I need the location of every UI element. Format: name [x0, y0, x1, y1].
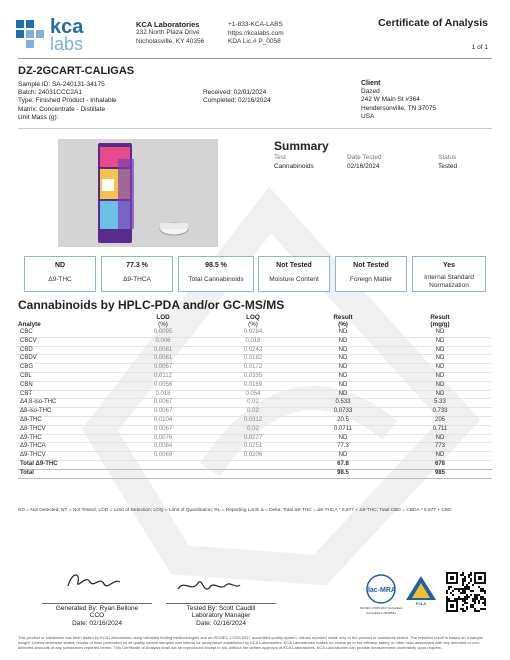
result-mg-cell: ND — [388, 364, 492, 373]
tested-by: Tested By: Scott Caudill — [186, 605, 256, 612]
result-mg-cell: 5.33 — [388, 399, 492, 408]
sample-type: Type: Finished Product - Inhalable — [18, 97, 117, 105]
analyte-cell: Δ4,8-iso-THC — [18, 399, 118, 408]
summary-col-test: Test — [274, 154, 286, 161]
summary-col-date: Date Tested — [347, 154, 382, 161]
result-mg-cell: ND — [388, 355, 492, 364]
result-mg-cell: 0.733 — [388, 408, 492, 417]
kpi-value: Not Tested — [353, 262, 389, 269]
result-pct-cell: ND — [298, 372, 388, 381]
table-row — [18, 346, 492, 355]
result-mg-cell: ND — [388, 390, 492, 399]
lod-cell: 0.0067 — [118, 408, 208, 417]
qr-code[interactable] — [446, 572, 486, 612]
analyte-cell: CBG — [18, 364, 118, 373]
signature-scott-caudill — [174, 575, 244, 597]
sample-info — [18, 81, 117, 122]
lod-cell: 0.0081 — [118, 346, 208, 355]
tested-role: Laboratory Manager — [191, 612, 251, 620]
total-pct-cell: 98.5 — [298, 469, 388, 478]
result-mg-cell: ND — [388, 329, 492, 337]
lod-cell: 0.0095 — [118, 329, 208, 337]
result-pct-cell: ND — [298, 381, 388, 390]
received-date: Received: 02/01/2024 — [203, 89, 267, 96]
table-row — [18, 452, 492, 461]
table-row — [18, 372, 492, 381]
client-heading: Client — [361, 80, 381, 87]
result-pct-cell: 77.3 — [298, 443, 388, 452]
svg-text:Accreditation #108651: Accreditation #108651 — [366, 611, 396, 615]
lab-contact — [228, 21, 284, 47]
result-pct-cell: ND — [298, 452, 388, 461]
svg-text:PJLA: PJLA — [415, 601, 427, 606]
empty-cell — [208, 460, 298, 469]
result-pct-cell: 20.5 — [298, 416, 388, 425]
result-pct-cell: ND — [298, 337, 388, 346]
analyte-cell: CBCV — [18, 337, 118, 346]
result-pct-cell: ND — [298, 390, 388, 399]
results-table — [18, 313, 492, 479]
result-mg-cell: 205 — [388, 416, 492, 425]
signature-right — [156, 605, 286, 627]
loq-cell: 0.0169 — [208, 381, 298, 390]
lod-cell: 0.0061 — [118, 355, 208, 364]
lod-cell: 0.0057 — [118, 364, 208, 373]
lod-cell: 0.006 — [118, 337, 208, 346]
summary-test: Cannabinoids — [274, 163, 314, 170]
sample-id: Sample ID: SA-240131-34175 — [18, 81, 105, 88]
col-analyte: Analyte — [18, 321, 41, 328]
analyte-cell: Δ8-THC — [18, 416, 118, 425]
loq-cell: 0.02 — [208, 425, 298, 434]
total-mg-cell: 985 — [388, 469, 492, 478]
lab-website[interactable]: https://kcalabs.com — [228, 29, 284, 37]
disclaimer-text: This product or substance has been tested by KCA Laboratories using validated testing methodologies and an ISO/IEC 17025:2017 accredited quality system. Values reported relate only to the product or substance tested. The reported result is based on a sample weight. Unless otherwise stated, results of tests performed on all quality control samples met criteria for acceptance established by KCA Laboratories. KCA Laboratories makes no claims as to the efficacy, safety or other risks associated with any detected or non-detected amounts of any substances reported herein. This Certificate of Analysis shall not be reproduced except in full, without the written approval of KCA Laboratories. KCA Laboratories can provide measurement uncertainty upon request. — [18, 635, 483, 650]
result-mg-cell: ND — [388, 452, 492, 461]
kpi-label: Δ9-THCA — [123, 276, 151, 283]
info-divider — [18, 128, 492, 129]
analyte-cell: Δ8-iso-THC — [18, 408, 118, 417]
total-row — [18, 469, 492, 478]
lab-phone: +1-833-KCA-LABS — [228, 21, 283, 28]
result-pct-cell: ND — [298, 434, 388, 443]
client-country: USA — [361, 112, 375, 120]
lab-address-1: 232 North Plaza Drive — [136, 29, 200, 36]
result-mg-cell: ND — [388, 434, 492, 443]
table-row — [18, 355, 492, 364]
col-result-pct: Result (%) — [333, 314, 353, 328]
result-mg-cell: 0.711 — [388, 425, 492, 434]
kpi-value: Not Tested — [276, 262, 312, 269]
total-mg-cell: 678 — [388, 460, 492, 469]
analyte-cell: CBN — [18, 381, 118, 390]
sample-title: DZ-2GCART-CALIGAS — [18, 65, 135, 77]
kpi-value: 98.5 % — [205, 262, 227, 269]
loq-cell: 0.0206 — [208, 452, 298, 461]
table-row — [18, 390, 492, 399]
kpi-label: Total Cannabinoids — [188, 276, 244, 283]
analyte-cell: CBL — [18, 372, 118, 381]
kpi-label: Foreign Matter — [349, 276, 393, 283]
col-lod: LOD (%) — [156, 314, 170, 328]
lab-info — [136, 20, 204, 46]
kpi-label: Δ9-THC — [48, 276, 72, 283]
loq-cell: 0.0182 — [208, 355, 298, 364]
lod-cell: 0.0067 — [118, 425, 208, 434]
kpi-d9-thc — [24, 256, 96, 292]
result-mg-cell: ND — [388, 381, 492, 390]
kpi-moisture — [258, 256, 330, 292]
kpi-value: ND — [54, 262, 66, 269]
signature-line-left — [42, 603, 152, 604]
lod-cell: 0.0056 — [118, 381, 208, 390]
pjla-logo — [404, 574, 438, 608]
results-title: Cannabinoids by HPLC-PDA and/or GC-MS/MS — [18, 298, 285, 312]
kpi-value: Yes — [442, 262, 456, 269]
document-title: Certificate of Analysis — [378, 17, 488, 29]
total-pct-cell: 67.8 — [298, 460, 388, 469]
loq-cell: 0.054 — [208, 390, 298, 399]
analyte-cell: Δ8-THCV — [18, 425, 118, 434]
empty-cell — [208, 469, 298, 478]
table-row — [18, 443, 492, 452]
lod-cell: 0.0069 — [118, 452, 208, 461]
loq-cell: 0.0242 — [208, 346, 298, 355]
table-row — [18, 329, 492, 337]
result-mg-cell: ND — [388, 372, 492, 381]
svg-text:ilac-MRA: ilac-MRA — [366, 587, 396, 594]
kpi-label: Internal Standard Normalization — [424, 274, 474, 289]
lod-cell: 0.0084 — [118, 443, 208, 452]
total-label-cell: Total — [18, 469, 118, 478]
empty-cell — [118, 469, 208, 478]
loq-cell: 0.018 — [208, 337, 298, 346]
completed-date: Completed: 02/16/2024 — [203, 97, 271, 105]
table-footnote: ND = Not Detected; NT = Not Tested; LOD = Limit of Detection; LOQ = Limit of Quantitation; RL = Reporting Limit; Δ = Delta; Total Δ9-THC = Δ9-THCA * 0.877 + Δ9-THC; Total CBD = CBDA * 0.877 + CBD. — [18, 508, 453, 513]
table-row — [18, 425, 492, 434]
table-header-row — [18, 313, 492, 329]
result-pct-cell: 0.0711 — [298, 425, 388, 434]
kpi-d9-thca — [101, 256, 173, 292]
col-loq: LOQ (%) — [246, 314, 260, 328]
total-row — [18, 460, 492, 469]
analyte-cell: CBD — [18, 346, 118, 355]
generated-by: Generated By: Ryan Bellone — [55, 605, 139, 612]
analyte-cell: Δ9-THC — [18, 434, 118, 443]
client-info — [361, 80, 436, 121]
product-image — [58, 139, 218, 247]
result-pct-cell: ND — [298, 355, 388, 364]
unit-mass: Unit Mass (g): — [18, 113, 59, 121]
loq-cell: 0.0172 — [208, 364, 298, 373]
table-row — [18, 399, 492, 408]
kpi-label: Moisture Content — [269, 276, 319, 283]
analyte-cell: CBT — [18, 390, 118, 399]
lod-cell: 0.0112 — [118, 372, 208, 381]
matrix: Matrix: Concentrate - Distillate — [18, 105, 106, 113]
generated-date: Date: 02/16/2024 — [72, 619, 122, 627]
kpi-foreign-matter — [335, 256, 407, 292]
signature-left — [32, 605, 162, 627]
table-row — [18, 364, 492, 373]
svg-text:ISO/IEC 17025:2017 Accredited: ISO/IEC 17025:2017 Accredited — [359, 606, 403, 610]
lod-cell: 0.018 — [118, 390, 208, 399]
logo-text-2: labs — [50, 34, 84, 52]
kpi-total-cannabinoids — [178, 256, 254, 292]
signature-line-right — [166, 603, 276, 604]
analyte-cell: CBDV — [18, 355, 118, 364]
table-row — [18, 408, 492, 417]
results-body — [18, 329, 492, 478]
table-row — [18, 434, 492, 443]
ilac-mra-logo — [356, 574, 406, 616]
analyte-cell: Δ9-THCA — [18, 443, 118, 452]
table-row — [18, 381, 492, 390]
client-name: Dazed — [361, 88, 380, 96]
lab-license: KDA Lic.# P_0058 — [228, 38, 281, 45]
loq-cell: 0.02 — [208, 408, 298, 417]
dates-info — [203, 89, 271, 105]
kpi-internal-standard — [412, 256, 486, 292]
summary-col-status: Status — [438, 154, 457, 161]
lab-name: KCA Laboratories — [136, 20, 200, 29]
kpi-value: 77.3 % — [126, 262, 148, 269]
signature-ryan-bellone — [64, 570, 124, 592]
summary-status: Tested — [438, 163, 458, 170]
tested-date: Date: 02/16/2024 — [196, 619, 246, 627]
lod-cell: 0.0104 — [118, 416, 208, 425]
summary-title: Summary — [274, 139, 329, 153]
analyte-cell: Δ9-THCV — [18, 452, 118, 461]
lab-address-2: Nicholasville, KY 40356 — [136, 37, 205, 45]
result-pct-cell: ND — [298, 329, 388, 337]
loq-cell: 0.0312 — [208, 416, 298, 425]
product-photo — [58, 139, 218, 247]
col-result-mg: Result (mg/g) — [430, 314, 450, 328]
table-row — [18, 416, 492, 425]
loq-cell: 0.0284 — [208, 329, 298, 337]
loq-cell: 0.0227 — [208, 434, 298, 443]
result-mg-cell: 773 — [388, 443, 492, 452]
analyte-cell: CBC — [18, 329, 118, 337]
result-pct-cell: 0.0733 — [298, 408, 388, 417]
generated-role: CCO — [89, 612, 105, 620]
result-pct-cell: ND — [298, 346, 388, 355]
lod-cell: 0.0067 — [118, 399, 208, 408]
result-mg-cell: ND — [388, 337, 492, 346]
loq-cell: 0.0251 — [208, 443, 298, 452]
loq-cell: 0.02 — [208, 399, 298, 408]
client-city: Hendersonville, TN 37075 — [361, 104, 437, 112]
result-pct-cell: ND — [298, 364, 388, 373]
kca-labs-logo — [14, 12, 124, 52]
empty-cell — [118, 460, 208, 469]
total-label-cell: Total Δ9-THC — [18, 460, 118, 469]
result-pct-cell: 0.533 — [298, 399, 388, 408]
page-number: 1 of 1 — [471, 44, 488, 51]
lod-cell: 0.0076 — [118, 434, 208, 443]
client-street: 242 W Main St #364 — [361, 96, 420, 104]
result-mg-cell: ND — [388, 346, 492, 355]
logo-text-1: kca — [50, 16, 84, 38]
table-row — [18, 337, 492, 346]
summary-date: 02/16/2024 — [347, 163, 380, 170]
batch: Batch: 24031CCC2A1 — [18, 89, 82, 97]
loq-cell: 0.0335 — [208, 372, 298, 381]
header-divider — [18, 58, 492, 59]
